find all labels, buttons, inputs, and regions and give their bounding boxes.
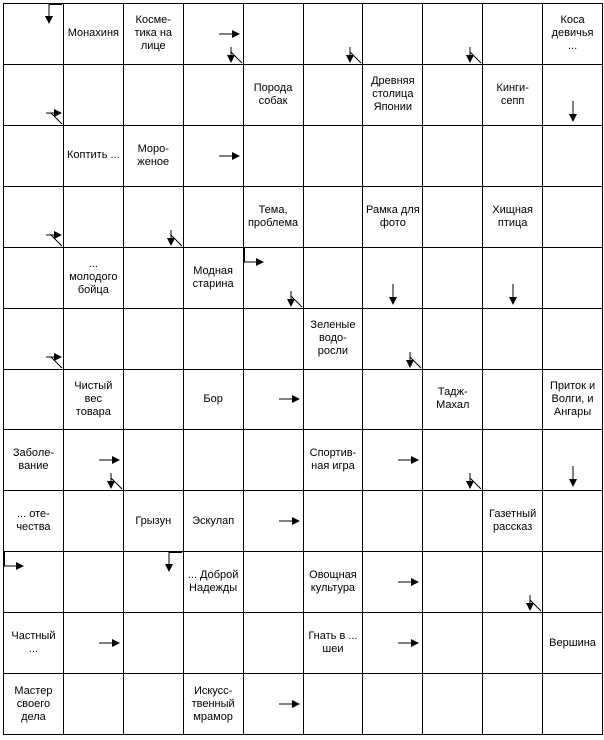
arrow-left-bend-right-icon bbox=[4, 552, 26, 572]
answer-cell[interactable] bbox=[304, 4, 364, 65]
clue-text: Тема, проблема bbox=[247, 203, 299, 229]
clue-text: Порода собак bbox=[253, 81, 293, 107]
answer-cell[interactable] bbox=[363, 674, 423, 735]
clue-text: Хищная птица bbox=[492, 203, 533, 229]
answer-cell[interactable] bbox=[543, 552, 603, 613]
answer-cell[interactable] bbox=[423, 187, 483, 248]
answer-cell[interactable] bbox=[483, 4, 543, 65]
answer-cell[interactable] bbox=[4, 187, 64, 248]
clue-text: Тадж- Махал bbox=[436, 386, 470, 412]
clue-cell bbox=[244, 187, 304, 248]
answer-cell[interactable] bbox=[423, 674, 483, 735]
clue-cell bbox=[543, 613, 603, 674]
clue-cell bbox=[64, 248, 124, 309]
answer-cell[interactable] bbox=[184, 613, 244, 674]
answer-cell[interactable] bbox=[4, 248, 64, 309]
clue-cell bbox=[363, 187, 423, 248]
answer-cell[interactable] bbox=[543, 674, 603, 735]
clue-text: Вершина bbox=[549, 636, 596, 649]
answer-cell[interactable] bbox=[483, 126, 543, 187]
answer-cell[interactable] bbox=[4, 126, 64, 187]
arrow-diag-down-icon bbox=[163, 229, 183, 247]
answer-cell[interactable] bbox=[4, 65, 64, 126]
answer-cell[interactable] bbox=[124, 370, 184, 431]
clue-text: Коптить ... bbox=[67, 149, 120, 162]
answer-cell[interactable] bbox=[244, 4, 304, 65]
answer-cell[interactable] bbox=[543, 430, 603, 491]
answer-cell[interactable] bbox=[124, 552, 184, 613]
clue-text: Газетный рассказ bbox=[489, 508, 537, 534]
answer-cell[interactable] bbox=[244, 370, 304, 431]
arrow-right-icon bbox=[398, 455, 420, 465]
answer-cell[interactable] bbox=[124, 613, 184, 674]
answer-cell[interactable] bbox=[363, 309, 423, 370]
answer-cell[interactable] bbox=[423, 248, 483, 309]
clue-cell bbox=[64, 370, 124, 431]
clue-text: Бор bbox=[203, 392, 223, 405]
arrow-right-icon bbox=[219, 29, 241, 39]
answer-cell[interactable] bbox=[423, 65, 483, 126]
answer-cell[interactable] bbox=[304, 248, 364, 309]
arrow-down-icon bbox=[568, 101, 578, 123]
answer-cell[interactable] bbox=[363, 613, 423, 674]
answer-cell[interactable] bbox=[244, 248, 304, 309]
arrow-diag-down-icon bbox=[342, 46, 362, 64]
answer-cell[interactable] bbox=[363, 126, 423, 187]
answer-cell[interactable] bbox=[423, 491, 483, 552]
answer-cell[interactable] bbox=[64, 613, 124, 674]
answer-cell[interactable] bbox=[363, 491, 423, 552]
answer-cell[interactable] bbox=[423, 613, 483, 674]
arrow-diag-down-icon bbox=[103, 472, 123, 490]
arrow-right-icon bbox=[279, 394, 301, 404]
clue-cell bbox=[483, 187, 543, 248]
clue-text: Заболе- вание bbox=[12, 447, 55, 473]
clue-text: Моро- женое bbox=[137, 142, 170, 168]
answer-cell[interactable] bbox=[64, 491, 124, 552]
clue-text: Коса девичья ... bbox=[551, 14, 594, 53]
clue-cell bbox=[543, 4, 603, 65]
answer-cell[interactable] bbox=[4, 370, 64, 431]
clue-text: ... Доброй Надежды bbox=[187, 569, 239, 595]
arrow-diag-down-icon bbox=[223, 46, 243, 64]
answer-cell[interactable] bbox=[64, 674, 124, 735]
answer-cell[interactable] bbox=[4, 552, 64, 613]
clue-cell bbox=[4, 430, 64, 491]
clue-text: Искусс- твенный мрамор bbox=[191, 684, 235, 723]
answer-cell[interactable] bbox=[423, 430, 483, 491]
answer-cell[interactable] bbox=[304, 491, 364, 552]
clue-cell bbox=[184, 370, 244, 431]
arrow-diag-down-icon bbox=[522, 594, 542, 612]
arrow-right-icon bbox=[99, 455, 121, 465]
clue-cell bbox=[483, 65, 543, 126]
answer-cell[interactable] bbox=[184, 4, 244, 65]
clue-text: Мастер своего дела bbox=[14, 684, 53, 723]
clue-text: Кинги- сепп bbox=[496, 81, 529, 107]
arrow-top-bend-down-icon bbox=[43, 4, 63, 26]
answer-cell[interactable] bbox=[483, 430, 543, 491]
answer-cell[interactable] bbox=[124, 309, 184, 370]
answer-cell[interactable] bbox=[124, 65, 184, 126]
answer-cell[interactable] bbox=[483, 674, 543, 735]
clue-text: ... молодого бойца bbox=[69, 258, 118, 297]
arrow-down-icon bbox=[388, 284, 398, 306]
answer-cell[interactable] bbox=[304, 65, 364, 126]
answer-cell[interactable] bbox=[124, 430, 184, 491]
clue-cell bbox=[124, 491, 184, 552]
clue-text: Эскулап bbox=[192, 514, 235, 527]
clue-text: Чистый вес товара bbox=[74, 379, 113, 418]
crossword-grid bbox=[3, 3, 603, 735]
answer-cell[interactable] bbox=[363, 248, 423, 309]
answer-cell[interactable] bbox=[483, 309, 543, 370]
clue-text: Косме- тика на лице bbox=[134, 14, 173, 53]
answer-cell[interactable] bbox=[124, 674, 184, 735]
clue-cell bbox=[184, 552, 244, 613]
answer-cell[interactable] bbox=[483, 613, 543, 674]
answer-cell[interactable] bbox=[244, 126, 304, 187]
answer-cell[interactable] bbox=[304, 370, 364, 431]
arrow-diag-right-icon bbox=[45, 349, 63, 369]
arrow-diag-down-icon bbox=[462, 46, 482, 64]
arrow-diag-down-icon bbox=[402, 351, 422, 369]
answer-cell[interactable] bbox=[64, 309, 124, 370]
arrow-right-icon bbox=[219, 151, 241, 161]
answer-cell[interactable] bbox=[543, 248, 603, 309]
answer-cell[interactable] bbox=[363, 4, 423, 65]
clue-cell bbox=[543, 370, 603, 431]
clue-text: Монахиня bbox=[67, 27, 119, 40]
arrow-left-bend-right-icon bbox=[244, 248, 266, 268]
clue-cell bbox=[64, 4, 124, 65]
answer-cell[interactable] bbox=[363, 370, 423, 431]
clue-text: Спортив- ная игра bbox=[309, 447, 357, 473]
arrow-diag-right-icon bbox=[45, 105, 63, 125]
clue-cell bbox=[304, 613, 364, 674]
clue-cell bbox=[304, 309, 364, 370]
clue-text: Зеленые водо- росли bbox=[310, 319, 356, 358]
answer-cell[interactable] bbox=[184, 187, 244, 248]
clue-text: Грызун bbox=[135, 514, 172, 527]
clue-text: Частный ... bbox=[11, 630, 56, 656]
answer-cell[interactable] bbox=[483, 248, 543, 309]
answer-cell[interactable] bbox=[184, 309, 244, 370]
answer-cell[interactable] bbox=[4, 309, 64, 370]
answer-cell[interactable] bbox=[244, 674, 304, 735]
clue-cell bbox=[4, 674, 64, 735]
answer-cell[interactable] bbox=[423, 126, 483, 187]
answer-cell[interactable] bbox=[543, 491, 603, 552]
clue-text: Модная старина bbox=[192, 264, 234, 290]
answer-cell[interactable] bbox=[483, 370, 543, 431]
answer-cell[interactable] bbox=[423, 309, 483, 370]
clue-cell bbox=[184, 491, 244, 552]
clue-text: ... оте- чества bbox=[16, 508, 51, 534]
arrow-right-icon bbox=[99, 638, 121, 648]
arrow-right-icon bbox=[398, 577, 420, 587]
clue-cell bbox=[304, 552, 364, 613]
answer-cell[interactable] bbox=[543, 187, 603, 248]
clue-text: Приток и Волги, и Ангары bbox=[549, 379, 596, 418]
clue-cell bbox=[363, 65, 423, 126]
arrow-down-icon bbox=[508, 284, 518, 306]
answer-cell[interactable] bbox=[244, 491, 304, 552]
clue-cell bbox=[423, 370, 483, 431]
answer-cell[interactable] bbox=[64, 430, 124, 491]
clue-cell bbox=[304, 430, 364, 491]
arrow-top-bend-down-icon bbox=[163, 552, 183, 574]
answer-cell[interactable] bbox=[363, 430, 423, 491]
clue-cell bbox=[244, 65, 304, 126]
answer-cell[interactable] bbox=[304, 126, 364, 187]
clue-cell bbox=[64, 126, 124, 187]
clue-cell bbox=[124, 4, 184, 65]
clue-text: Рамка для фото bbox=[366, 203, 420, 229]
answer-cell[interactable] bbox=[4, 4, 64, 65]
clue-cell bbox=[184, 674, 244, 735]
clue-text: Овощная культура bbox=[309, 569, 357, 595]
arrow-right-icon bbox=[279, 516, 301, 526]
answer-cell[interactable] bbox=[124, 187, 184, 248]
clue-cell bbox=[4, 491, 64, 552]
answer-cell[interactable] bbox=[244, 430, 304, 491]
answer-cell[interactable] bbox=[184, 126, 244, 187]
clue-cell bbox=[184, 248, 244, 309]
answer-cell[interactable] bbox=[64, 552, 124, 613]
clue-cell bbox=[124, 126, 184, 187]
clue-text: Гнать в ... шеи bbox=[308, 630, 358, 656]
answer-cell[interactable] bbox=[304, 187, 364, 248]
answer-cell[interactable] bbox=[543, 126, 603, 187]
answer-cell[interactable] bbox=[483, 552, 543, 613]
arrow-diag-down-icon bbox=[283, 290, 303, 308]
clue-cell bbox=[483, 491, 543, 552]
answer-cell[interactable] bbox=[423, 4, 483, 65]
arrow-right-icon bbox=[279, 699, 301, 709]
answer-cell[interactable] bbox=[423, 552, 483, 613]
arrow-diag-down-icon bbox=[462, 472, 482, 490]
answer-cell[interactable] bbox=[244, 552, 304, 613]
clue-cell bbox=[4, 613, 64, 674]
arrow-down-icon bbox=[568, 466, 578, 488]
answer-cell[interactable] bbox=[64, 187, 124, 248]
arrow-right-icon bbox=[398, 638, 420, 648]
clue-text: Древняя столица Японии bbox=[371, 75, 415, 114]
answer-cell[interactable] bbox=[244, 309, 304, 370]
answer-cell[interactable] bbox=[64, 65, 124, 126]
answer-cell[interactable] bbox=[363, 552, 423, 613]
arrow-diag-right-icon bbox=[45, 227, 63, 247]
answer-cell[interactable] bbox=[304, 674, 364, 735]
answer-cell[interactable] bbox=[543, 309, 603, 370]
answer-cell[interactable] bbox=[124, 248, 184, 309]
answer-cell[interactable] bbox=[184, 65, 244, 126]
answer-cell[interactable] bbox=[543, 65, 603, 126]
answer-cell[interactable] bbox=[244, 613, 304, 674]
answer-cell[interactable] bbox=[184, 430, 244, 491]
